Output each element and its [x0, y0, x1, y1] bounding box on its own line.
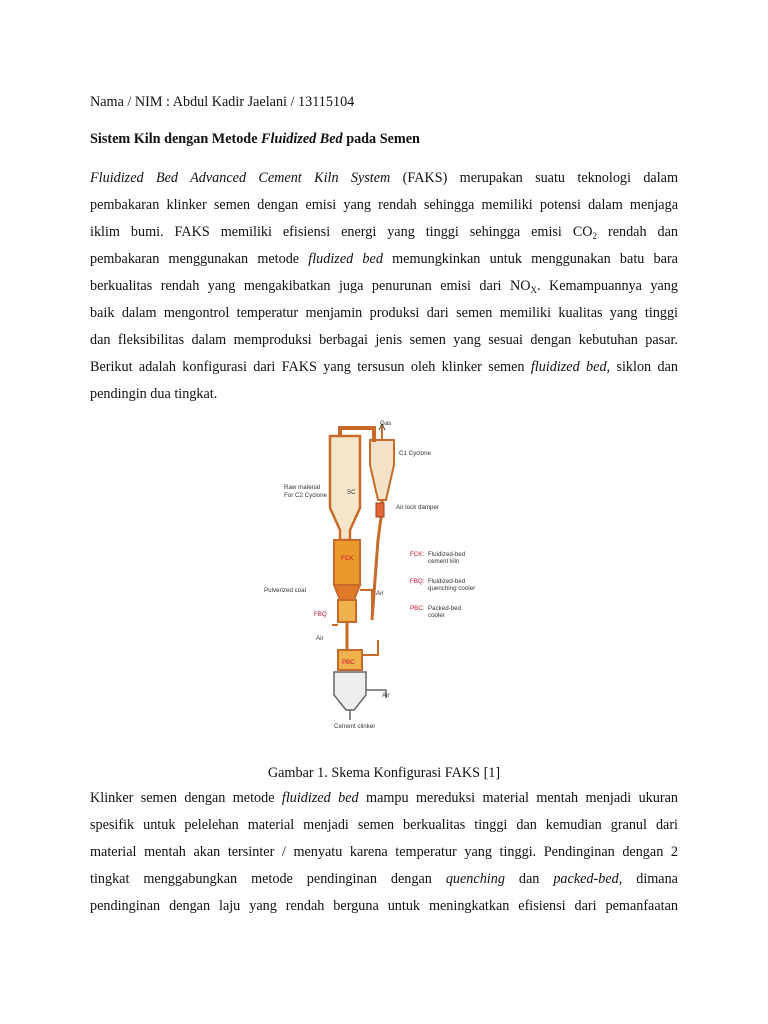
paragraph-line: Berikut adalah konfigurasi dari FAKS yang tersusun oleh klinker semen fluidized bed, siklon dan — [90, 359, 678, 375]
label-sc: SC — [347, 489, 356, 496]
clinker-hopper — [334, 672, 366, 710]
legend-fbq-desc-2: quenching cooler — [428, 585, 476, 592]
paragraph-line: iklim bumi. FAKS memiliki efisiensi energi yang tinggi sehingga emisi $CO_2$ rendah dan — [90, 224, 678, 241]
legend-fck-desc-2: cement kiln — [428, 558, 460, 565]
paragraph-line: material mentah akan tersinter / menyatu karena temperatur yang tinggi. Pendinginan dengan 2 — [90, 844, 678, 860]
fck-cone — [334, 585, 360, 600]
label-raw-material: Raw material — [284, 484, 321, 491]
label-pulverized-coal: Pulverized coal — [264, 587, 306, 594]
figure-caption: Gambar 1. Skema Konfigurasi FAKS [1] — [267, 765, 501, 782]
legend-fbq-abbr: FBQ: — [410, 578, 425, 585]
label-raw-material-2: For C2 Cyclone — [284, 492, 327, 499]
paragraph-line: spesifik untuk pelelehan material menjadi semen berkualitas tinggi dan kemudian granul dari — [90, 817, 678, 833]
air-lock-damper-shape — [376, 503, 384, 517]
paragraph-line: Fluidized Bed Advanced Cement Kiln System (FAKS) merupakan suatu teknologi dalam — [90, 170, 678, 186]
paragraph-line: pembakaran klinker semen dengan emisi yang rendah sehingga memiliki potensi dalam menjaga — [90, 197, 678, 213]
label-air-lock: Air lock damper — [396, 504, 439, 511]
paragraph-line: dan fleksibilitas dalam memproduksi berbagai jenis semen yang sesuai dengan kebutuhan pasar. — [90, 332, 678, 348]
label-fbq: FBQ — [314, 611, 327, 618]
label-air-2: Air — [316, 635, 324, 642]
paragraph-line: baik dalam mengontrol temperatur menjamin produksi dari semen memiliki kualitas yang tinggi — [90, 305, 678, 321]
kiln-air-pipe — [360, 590, 372, 620]
sc-column — [330, 436, 360, 540]
label-fck: FCK — [341, 555, 354, 562]
paragraph-line: tingkat menggabungkan metode pendinginan dengan quenching dan packed-bed, dimana — [90, 871, 678, 887]
legend-pbc-desc-1: Packed-bed — [428, 605, 462, 612]
cyclone-downpipe — [372, 500, 382, 620]
document-title: Sistem Kiln dengan Metode Fluidized Bed pada Semen — [90, 131, 420, 147]
label-pbc: PBC — [342, 659, 355, 666]
paragraph-line: berkualitas rendah yang mengakibatkan juga penurunan emisi dari $NO_X$. Kemampuannya yang — [90, 278, 678, 295]
label-air-1: Air — [376, 590, 384, 597]
label-air-3: Air — [382, 692, 390, 699]
legend-pbc-abbr: PBC: — [410, 605, 425, 612]
fbq-cooler — [338, 600, 356, 622]
legend-fck-desc-1: Fluidized-bed — [428, 551, 466, 558]
faks-diagram — [262, 410, 502, 735]
fck-kiln — [334, 540, 360, 585]
paragraph-line: pendingin dua tingkat. — [90, 386, 218, 402]
pbc-return-pipe — [362, 640, 378, 655]
c1-cyclone-shape — [370, 440, 394, 500]
legend-fbq-desc-1: Fluidized-bed — [428, 578, 466, 585]
label-gas: Gas — [380, 420, 392, 427]
label-c1-cyclone: C1 Cyclone — [399, 450, 431, 457]
author-line: Nama / NIM : Abdul Kadir Jaelani / 13115104 — [90, 94, 355, 110]
legend-pbc-desc-2: cooler — [428, 612, 445, 619]
paragraph-line: pendinginan dengan laju yang rendah berguna untuk meningkatkan efisiensi dari pemanfaatan — [90, 898, 678, 914]
paragraph-line: pembakaran menggunakan metode fludized bed memungkinkan untuk menggunakan batu bara — [90, 251, 678, 267]
label-cement-clinker: Cement clinker — [334, 723, 376, 730]
legend-fck-abbr: FCK: — [410, 551, 425, 558]
paragraph-line: Klinker semen dengan metode fluidized bed mampu mereduksi material mentah menjadi ukuran — [90, 790, 678, 806]
